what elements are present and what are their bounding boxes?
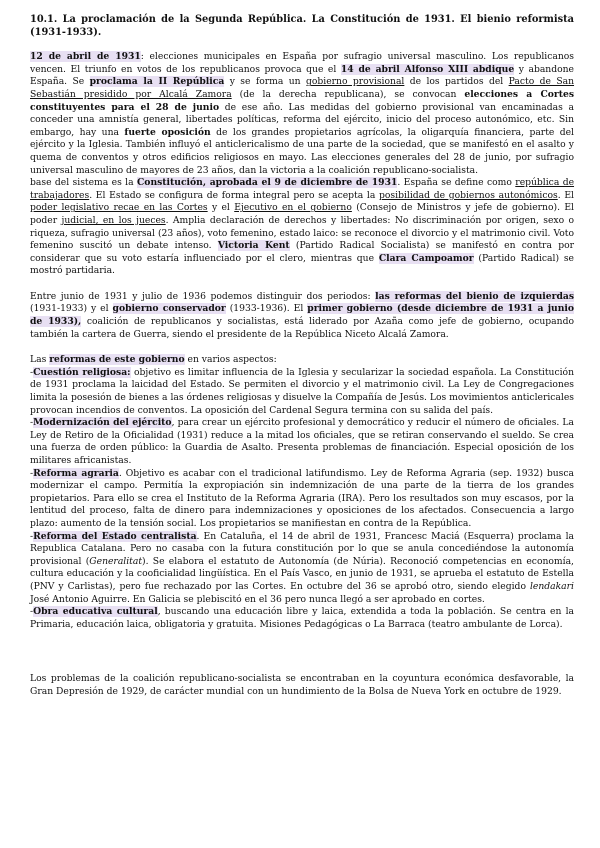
paragraph-periods: Entre junio de 1931 y julio de 1936 podemos distinguir dos periodos: las reformas del bienio de izquierdas (1931-1933) y el gobierno conservador (1933-1936). El primer gobierno (desde diciembre de 1931 a junio de 1933), coalición de republicanos y socialistas, está liderado por Azaña como jefe de gobierno, ocupando también la cartera de Guerra, siendo el presidente de la República Niceto Alcalá Zamora. <box>30 290 575 340</box>
reform-state: -Reforma del Estado centralista. En Cataluña, el 14 de abril de 1931, Francesc Maciá (Esquerra) proclama la Republica Catalana. Pero no casaba con la futura constitución por lo que se anula concediéndose la autonomía provisional (Generalitat). Se elabora el estatuto de Autonomía (de Núria). Reconoció competencias en economía, cultura educación y la cooficialidad lingüística. En el País Vasco, en junio de 1931, se aprueba el estatuto de Estella (PNV y Carlistas), pero fue rechazado por las Cortes. En octubre del 36 se aprobó otro, siendo elegido lendakari José Antonio Aguirre. En Galicia se plebiscitó en el 36 pero nunca llegó a ser aprobado en cortes. <box>30 530 574 605</box>
legislative-power: poder legislativo recae en las Cortes <box>30 202 208 214</box>
conservative-highlight: gobierno conservador <box>112 303 226 315</box>
reform-religious: -Cuestión religiosa: objetivo es limitar influencia de la Iglesia y secularizar la sociedad española. La Constitución de 1931 proclama la laicidad del Estado. Se permiten el divorcio y el matrimonio civil. La Ley de Congregaciones limita la posesión de bienes a las órdenes religiosas y disuelve la Compañía de Jesús. Los movimientos anticlericales provocan incendios de conventos. La oposición del Cardenal Segura termina con su salida del país. <box>30 366 574 416</box>
army-label: Modernización del ejército <box>33 417 172 429</box>
abdication-highlight: 14 de abril Alfonso XIII abdique <box>340 63 515 75</box>
workers-republic: república de trabajadores <box>30 177 575 201</box>
lendakari-term: lendakari <box>529 580 574 592</box>
paragraph-constitution: base del sistema es la Constitución, aprobada el 9 de diciembre de 1931. España se define como república de trabajadores. El Estado se configura de forma integral pero se acepta la posibilidad de gobiernos autonómicos. El poder legislativo recae en las Cortes y el Ejecutivo en el gobierno (Consejo de Ministros y jefe de gobierno). El poder judicial, en los jueces. Amplia declaración de derechos y libertades: No discriminación por origen, sexo o riqueza, sufragio universal (23 años), voto femenino, estado laico: se reconoce el divorcio y el matrimonio civil. Voto femenino suscitó un debate intenso. Victoria Kent (Partido Radical Socialista) se manifestó en contra por considerar que su voto estaría influenciado por el clero, mientras que Clara Campoamor (Partido Radical) se mostró partidaria. <box>30 177 575 277</box>
clara-campoamor-highlight: Clara Campoamor <box>378 252 474 264</box>
agrarian-label: Reforma agraria <box>33 467 119 479</box>
pacto-san-sebastian: Pacto de San Sebastián presidido por Alcalá Zamora <box>30 76 575 100</box>
executive-power: Ejecutivo en el gobierno <box>234 202 352 214</box>
generalitat-term: Generalitat <box>89 555 143 567</box>
constitution-highlight: Constitución, aprobada el 9 de diciembre de 1931 <box>137 177 398 189</box>
autonomy-possibility: posibilidad de gobiernos autonómicos <box>379 189 558 201</box>
proclamation-highlight: proclama la II República <box>89 76 225 88</box>
religious-label: Cuestión religiosa: <box>33 366 131 378</box>
opposition-bold: fuerte oposición <box>124 126 211 138</box>
reforms-government-highlight: reformas de este gobierno <box>49 354 185 366</box>
judicial-power: judicial, en los jueces <box>61 214 166 226</box>
provisional-government: gobierno provisional <box>306 76 405 88</box>
elections-bold: elecciones a Cortes constituyentes para el 28 de junio <box>30 88 575 113</box>
first-government-highlight: primer gobierno (desde diciembre de 1931 a junio de 1933), <box>30 303 575 328</box>
education-label: Obra educativa cultural <box>33 606 158 618</box>
victoria-kent-highlight: Victoria Kent <box>217 240 290 252</box>
paragraph-proclamation: 12 de abril de 1931: elecciones municipales en España por sufragio universal masculino. Los republicanos vencen. El triunfo en votos de los republicanos provoca que el 14 de abril Alfonso XIII abdique y abandone España. Se proclama la II República y se forma un gobierno provisional de los partidos del Pacto de San Sebastián presidido por Alcalá Zamora (de la derecha republicana), se convocan elecciones a Cortes constituyentes para el 28 de junio de ese año. Las medidas del gobierno provisional van encaminadas a conceder una amnistía general, libertades políticas, reforma del ejército, inicio del proceso autonómico, etc. Sin embargo, hay una fuerte oposición de los grandes propietarios agrícolas, la oligarquía financiera, parte del ejército y la Iglesia. También influyó el anticlericalismo de una parte de la sociedad, que se manifestó en el asalto y quema de conventos y otros edificios religiosos en mayo. Las elecciones generales del 28 de junio, por sufragio universal masculino de mayores de 23 años, dan la victoria a la coalición republicano-socialista. <box>30 51 575 176</box>
paragraph-reforms-intro: Las reformas de este gobierno en varios aspectos: <box>30 354 277 366</box>
page-title: 10.1. La proclamación de la Segunda República. La Constitución de 1931. El bienio reformista (1931-1933). <box>30 14 574 38</box>
paragraph-final: Los problemas de la coalición republicano-socialista se encontraban en la coyuntura económica desfavorable, la Gran Depresión de 1929, de carácter mundial con un hundimiento de la Bolsa de Nueva York en octubre de 1929. <box>30 673 574 697</box>
state-label: Reforma del Estado centralista <box>33 530 197 542</box>
reform-education: -Obra educativa cultural, buscando una educación libre y laica, extendida a toda la población. Se centra en la Primaria, educación laica, obligatoria y gratuita. Misiones Pedagógicas o La Barraca (teatro ambulante de Lorca). <box>30 606 574 630</box>
date-highlight: 12 de abril de 1931 <box>30 51 141 63</box>
reform-agrarian: -Reforma agraria. Objetivo es acabar con el tradicional latifundismo. Ley de Reforma Agraria (sep. 1932) busca modernizar el campo. Permitía la expropiación sin indemnización de una parte de la tierra de los grandes propietarios. Para ello se crea el Instituto de la Reforma Agraria (IRA). Pero los resultados son muy escasos, por la lentitud del proceso, falta de dinero para indemnizaciones y oposiciones de los afectados. Consecuencia a largo plazo: aumento de la tensión social. Los propietarios se manifiestan en contra de la República. <box>30 467 574 529</box>
reforms-highlight: las reformas del bienio de izquierdas <box>375 290 574 302</box>
reform-army: -Modernización del ejército, para crear un ejército profesional y democrático y reducir el número de oficiales. La Ley de Retiro de la Oficialidad (1931) reduce a la mitad los oficiales, que se retiran conservando el sueldo. Se crea una fuerza de orden público: la Guardia de Asalto. Presenta problemas de financiación. Especial oposición de los militares africanistas. <box>30 417 575 466</box>
